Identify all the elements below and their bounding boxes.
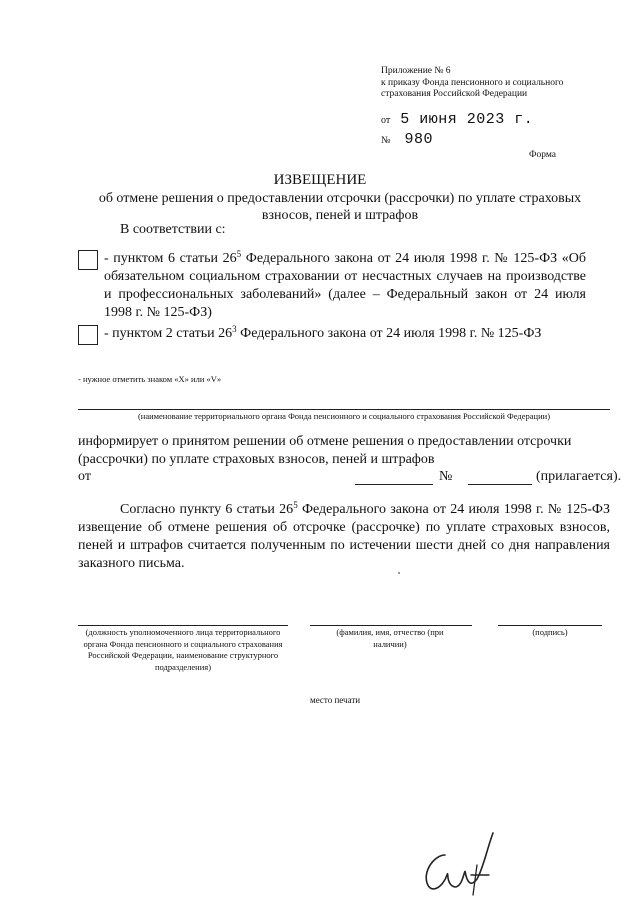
form-label: Форма: [529, 150, 557, 160]
page-title: ИЗВЕЩЕНИЕ: [273, 172, 367, 188]
appendix-line: страхования Российской Федерации: [381, 89, 528, 99]
appendix-header: [381, 66, 563, 101]
option-2-sup: 3: [232, 324, 237, 334]
order-date: [381, 110, 533, 128]
stamp-label: место печати: [310, 695, 361, 705]
handwritten-signature-icon: [415, 825, 505, 905]
position-caption: (должность уполномоченного лица территориального органа Фонда пенсионного и социального страхования Российской Федерации, наименование структурного подразделения): [83, 627, 283, 672]
page-subtitle: об отмене решения о предоставлении отсрочки (рассрочки) по уплате страховых взносов, пеней и штрафов: [98, 191, 582, 223]
date-fill-line[interactable]: [355, 484, 433, 485]
date-value: 5 июня 2023 г.: [400, 111, 534, 128]
num-label: №: [439, 469, 453, 484]
option-1-prefix: - пунктом 6 статьи 26: [104, 251, 237, 266]
option-1-checkbox[interactable]: [78, 250, 98, 270]
option-2-prefix: - пунктом 2 статьи 26: [104, 326, 233, 341]
signature-caption: (подпись): [532, 627, 568, 637]
option-1-text: [104, 250, 586, 322]
appendix-line: Приложение № 6: [381, 66, 451, 76]
name-caption: (фамилия, имя, отчество (при наличии): [336, 627, 444, 649]
org-name-caption: (наименование территориального органа Фонда пенсионного и социального страхования Российской Федерации): [137, 411, 551, 421]
option-2-checkbox[interactable]: [78, 325, 98, 345]
para-sup: 5: [293, 500, 298, 510]
order-number: [381, 130, 433, 148]
notice-paragraph: [78, 501, 610, 573]
option-1-rest: Федерального закона от 24 июля 1998 г. № 125-ФЗ «Об обязательном социальном страховании от несчастных случаев на производстве и профессиональных заболеваний» (далее – Федеральный закон от 24 июля 1998 г. № 125-ФЗ): [104, 251, 587, 320]
scan-dot: [398, 572, 400, 574]
intro-text: В соответствии с:: [120, 222, 226, 237]
number-value: 980: [404, 131, 434, 148]
para-rest: Федерального закона от 24 июля 1998 г. № 125-ФЗ извещение об отмене решения об отсрочке (рассрочке) по уплате страховых взносов, пеней и штрафов считается полученным по истечении шести дней со дня направления заказного письма.: [78, 502, 611, 571]
signature-line[interactable]: [498, 625, 602, 626]
position-line[interactable]: [78, 625, 288, 626]
number-label: №: [381, 135, 391, 146]
date-label: от: [381, 115, 391, 126]
attached-label: (прилагается).: [536, 469, 622, 484]
option-2-rest: Федерального закона от 24 июля 1998 г. № 125-ФЗ: [236, 326, 542, 341]
name-line[interactable]: [310, 625, 472, 626]
informs-text: информирует о принятом решении об отмене решения о предоставлении отсрочки (рассрочки) по уплате страховых взносов, пеней и штрафов: [78, 434, 572, 467]
org-name-line[interactable]: [78, 409, 610, 410]
footnote: - нужное отметить знаком «X» или «V»: [78, 374, 222, 384]
number-fill-line[interactable]: [468, 484, 532, 485]
option-2-text: [104, 325, 586, 343]
option-1-sup: 5: [236, 249, 242, 259]
appendix-line: к приказу Фонда пенсионного и социального: [381, 77, 564, 88]
para-prefix: Согласно пункту 6 статьи 26: [120, 502, 294, 517]
from-label: от: [78, 469, 91, 484]
